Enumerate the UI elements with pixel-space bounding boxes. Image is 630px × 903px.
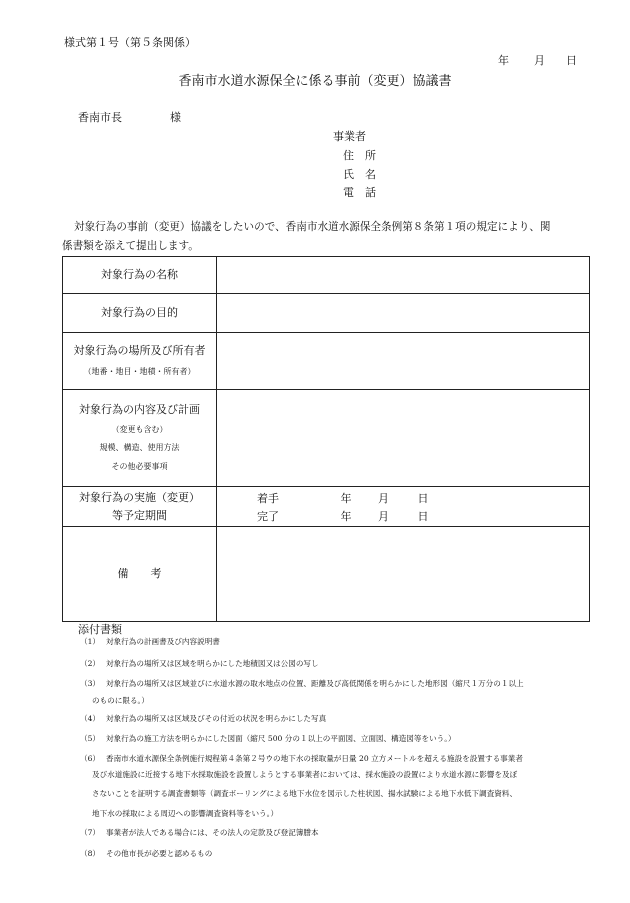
remarks-label: 備 考	[63, 527, 217, 622]
attachment-number: （5）	[80, 734, 101, 743]
location-owner-label: 対象行為の場所及び所有者	[73, 343, 206, 357]
intro-line-2: 係書類を添えて提出します。	[62, 240, 199, 252]
addressee-honorific: 様	[170, 111, 181, 124]
end-date-line	[257, 508, 429, 524]
date-year-label: 年	[498, 54, 509, 67]
start-date-line	[257, 490, 429, 506]
content-plan-label: 対象行為の内容及び計画	[79, 402, 200, 416]
list-item	[80, 631, 220, 653]
attachment-number: （1）	[80, 637, 101, 646]
content-plan-cell	[63, 390, 217, 487]
intro-line-1: 対象行為の事前（変更）協議をしたいので、香南市水道水源保全条例第８条第１項の規定により、関	[74, 221, 551, 233]
target-name-label: 対象行為の名称	[63, 257, 217, 294]
attachment-text: 対象行為の場所又は区域を明らかにした地積図又は公図の写し	[106, 659, 319, 668]
attachments-heading: 添付書類	[78, 623, 122, 636]
content-plan-field[interactable]	[217, 390, 590, 487]
content-plan-note-1: （変更も含む）	[111, 424, 168, 434]
attachment-continuation: のものに限る。）	[92, 696, 149, 705]
attachment-continuation: さないことを証明する調査書類等（調査ボーリングによる地下水位を図示した柱状図、揚水試験による地下水低下調査資料、	[92, 789, 518, 798]
location-owner-note: （地番・地目・地積・所有者）	[83, 366, 196, 376]
list-item	[80, 822, 319, 844]
remarks-field[interactable]	[217, 527, 590, 622]
attachment-number: （6）	[80, 754, 101, 763]
table-row	[63, 257, 590, 294]
table-row	[63, 487, 590, 527]
content-plan-note-2: 規模、構造、使用方法	[99, 443, 180, 453]
start-label: 着手	[257, 492, 279, 505]
table-row	[63, 390, 590, 487]
form-number: 様式第１号（第５条関係）	[64, 36, 196, 49]
end-year-label: 年	[340, 510, 352, 523]
attachment-text: その他市長が必要と認めるもの	[106, 849, 213, 858]
name-label: 氏 名	[343, 168, 376, 181]
list-item	[80, 653, 319, 675]
document-title: 香南市水道水源保全に係る事前（変更）協議書	[178, 74, 452, 89]
target-purpose-label: 対象行為の目的	[63, 294, 217, 333]
content-plan-note-3: その他必要事項	[111, 461, 168, 471]
attachment-text: 対象行為の場所又は区域及びその付近の状況を明らかにした写真	[106, 714, 327, 723]
addressee-name: 香南市長	[78, 111, 122, 124]
phone-label: 電 話	[343, 186, 376, 199]
location-owner-field[interactable]	[217, 333, 590, 390]
list-item	[80, 748, 523, 770]
attachment-number: （4）	[80, 714, 101, 723]
table-row	[63, 333, 590, 390]
date-day-label: 日	[566, 54, 577, 67]
location-owner-cell	[63, 333, 217, 390]
attachment-text: 対象行為の計画書及び内容説明書	[106, 637, 220, 646]
attachment-number: （8）	[80, 849, 101, 858]
start-year-label: 年	[340, 492, 352, 505]
start-month-label: 月	[378, 492, 389, 505]
attachment-continuation: 及び水道施設に近接する地下水採取施設を設置しようとする事業者においては、採水施設の設置により水道水源に影響を及ぼ	[92, 770, 518, 779]
schedule-label-1: 対象行為の実施（変更）	[79, 490, 200, 504]
application-table	[62, 256, 590, 622]
list-item	[80, 673, 524, 695]
end-label: 完了	[257, 510, 279, 523]
applicant-heading: 事業者	[333, 130, 366, 143]
attachment-number: （3）	[80, 679, 101, 688]
list-item	[80, 843, 212, 865]
attachment-text: 事業者が法人である場合には、その法人の定款及び登記簿謄本	[106, 828, 319, 837]
attachment-text: 対象行為の場所又は区域並びに水道水源の取水地点の位置、距離及び高低関係を明らかにした地形図（縮尺１万分の１以上	[106, 679, 524, 688]
attachment-number: （2）	[80, 659, 101, 668]
end-month-label: 月	[378, 510, 389, 523]
attachment-text: 香南市水道水源保全条例施行規程第４条第２号ウの地下水の採取量が日量 20 立方メートルを超える施設を設置する事業者	[106, 754, 523, 763]
target-name-field[interactable]	[217, 257, 590, 294]
table-row	[63, 527, 590, 622]
list-item	[80, 708, 326, 730]
list-item	[80, 728, 456, 750]
schedule-label-2: 等予定期間	[112, 508, 167, 522]
end-day-label: 日	[417, 510, 429, 523]
attachment-text: 対象行為の施工方法を明らかにした図面（縮尺 500 分の１以上の平面図、立面図、構造図等をいう。）	[106, 734, 456, 743]
table-row	[63, 294, 590, 333]
start-day-label: 日	[417, 492, 429, 505]
target-purpose-field[interactable]	[217, 294, 590, 333]
schedule-field[interactable]	[217, 487, 590, 527]
attachment-number: （7）	[80, 828, 101, 837]
attachment-continuation: 地下水の採取による周辺への影響調査資料等をいう。）	[92, 809, 279, 818]
date-month-label: 月	[534, 54, 545, 67]
schedule-cell	[63, 487, 217, 527]
address-label: 住 所	[343, 149, 376, 162]
